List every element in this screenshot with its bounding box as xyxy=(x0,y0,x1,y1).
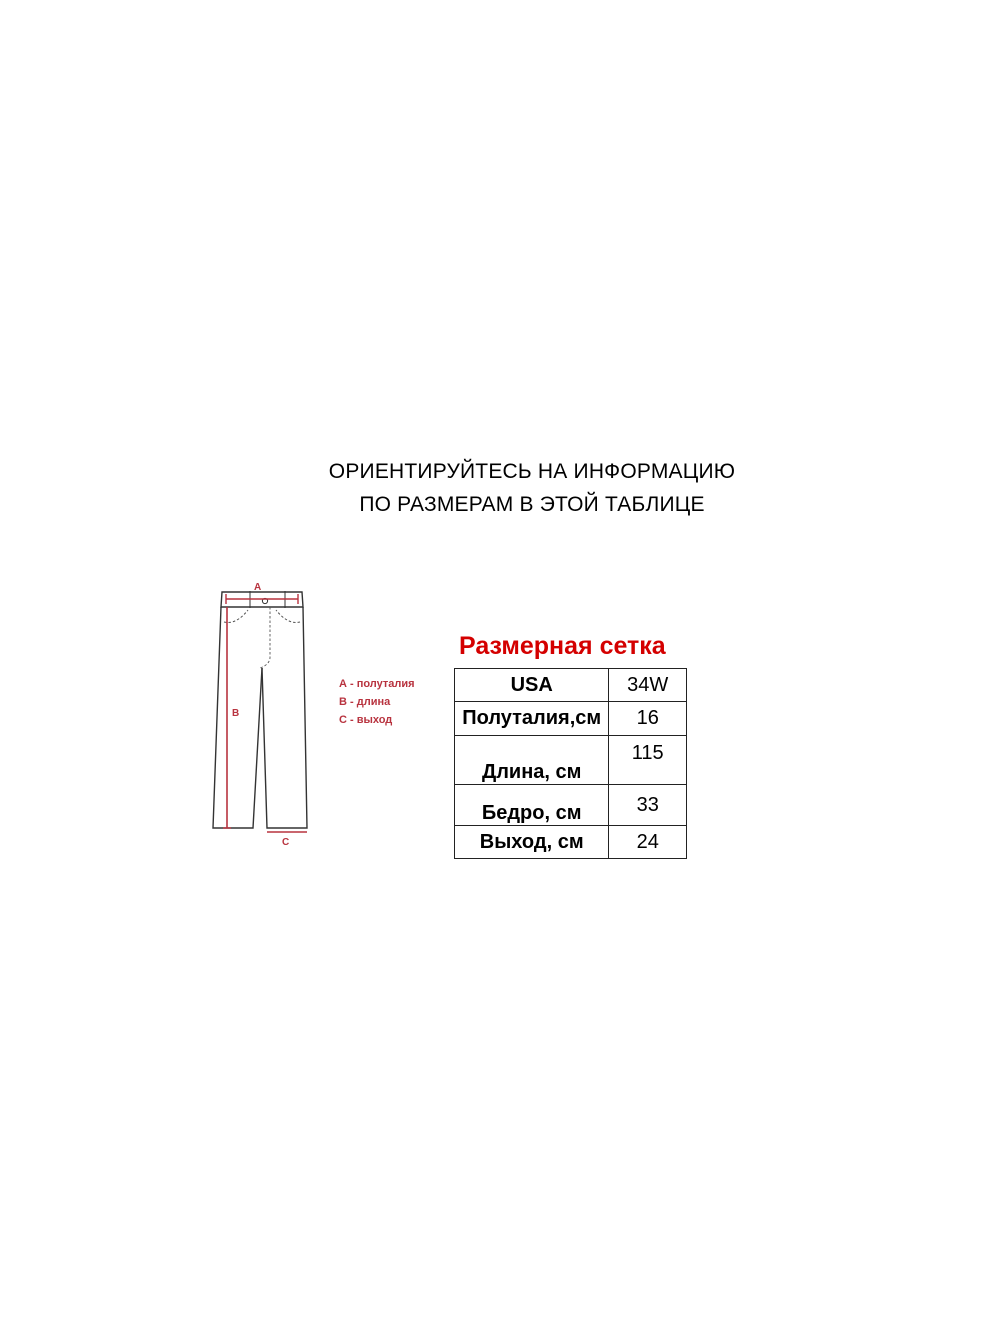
row-value: 16 xyxy=(609,702,687,736)
row-value: 115 xyxy=(609,736,687,785)
fly-stitch xyxy=(260,607,270,668)
row-value: 34W xyxy=(609,669,687,702)
legend-item-c: С - выход xyxy=(339,714,393,726)
table-row xyxy=(455,736,687,785)
row-label: Бедро, см xyxy=(455,785,609,826)
row-label: Полуталия,см xyxy=(455,702,609,736)
table-row xyxy=(455,669,687,702)
row-value: 24 xyxy=(609,826,687,859)
marker-c-label: C xyxy=(282,837,290,848)
size-chart-title: Размерная сетка xyxy=(459,632,666,660)
table-row xyxy=(455,702,687,736)
row-value: 33 xyxy=(609,785,687,826)
row-label: Выход, см xyxy=(455,826,609,859)
heading-line-2: ПО РАЗМЕРАМ В ЭТОЙ ТАБЛИЦЕ xyxy=(359,493,705,516)
right-pocket xyxy=(276,610,300,623)
diagram-legend xyxy=(339,675,415,729)
table-row xyxy=(455,826,687,859)
row-label: USA xyxy=(455,669,609,702)
legend-item-b: В - длина xyxy=(339,696,391,708)
row-label: Длина, см xyxy=(455,736,609,785)
legend-item-a: А - полуталия xyxy=(339,678,415,690)
size-chart-table xyxy=(454,668,687,859)
heading-line-1: ОРИЕНТИРУЙТЕСЬ НА ИНФОРМАЦИЮ xyxy=(328,460,736,483)
right-leg-outline xyxy=(262,607,307,828)
marker-b-label: B xyxy=(232,708,240,719)
marker-a-label: A xyxy=(254,582,262,593)
table-row xyxy=(455,785,687,826)
